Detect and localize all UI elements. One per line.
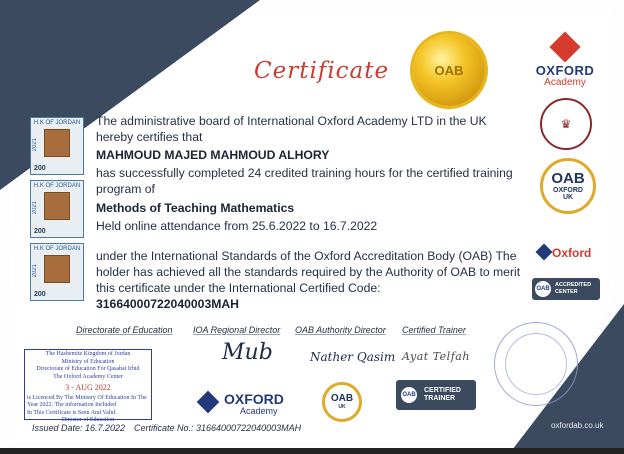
- education-signature-label: Directorate of Education: [76, 325, 173, 335]
- revenue-stamp: [30, 117, 84, 175]
- oab-logo-country: UK: [562, 194, 574, 201]
- completion-text: has successfully completed 24 credited training hours for the certified training program of: [96, 166, 513, 196]
- recipient-name: MAHMOUD MAJED MAHMOUD ALHORY: [96, 148, 330, 162]
- oab-uk-logo: [540, 158, 596, 214]
- gold-seal-label: OAB: [434, 62, 464, 78]
- certified-oab-icon: OAB: [401, 387, 417, 403]
- attendance-text: Held online attendance from 25.6.2022 to 16.7.2022: [96, 219, 378, 233]
- stamp-picture-icon: [44, 255, 70, 283]
- gold-seal-icon: [413, 34, 485, 106]
- intro-text: The administrative board of International Oxford Academy LTD in the UK hereby certifies that: [96, 114, 487, 144]
- ioa-diamond-icon: [197, 391, 220, 414]
- oxford-diamond-icon: [549, 31, 580, 62]
- accredited-oab-icon: OAB: [535, 281, 551, 297]
- certified-line1: CERTIFIED: [424, 387, 461, 394]
- certified-code: 31664000722040003MAH: [96, 297, 239, 311]
- oab-signature: Nather Qasim: [310, 350, 396, 364]
- stamp-value: 200: [34, 165, 46, 172]
- stamp-year: 2021: [32, 264, 38, 278]
- edu-stamp-line3: Directorate of Education For Qasabat Irbid: [36, 366, 140, 372]
- certificate-number: Certificate No.: 31664000722040003MAH: [134, 423, 302, 433]
- oab-signature-label: OAB Authority Director: [295, 325, 386, 335]
- issued-date: Issued Date: 16.7.2022: [32, 423, 126, 433]
- oxford-academy-logo: [530, 36, 600, 88]
- oxford-side-logo: [536, 246, 602, 260]
- certified-trainer-badge: [396, 380, 476, 410]
- oab-logo-text: OAB: [551, 170, 585, 187]
- ministry-crest-icon: ♛: [540, 98, 592, 150]
- accredited-line2: CENTER: [555, 289, 578, 295]
- standards-text: under the International Standards of the Oxford Accreditation Body (OAB) The holder has achieved all the standards required by the Authority of OAB to merit this certificate under the International Certified Code:: [96, 249, 521, 295]
- ioa-logo-name: OXFORD: [224, 391, 284, 407]
- trainer-signature: Ayat Telfah: [402, 350, 470, 363]
- revenue-stamp: [30, 180, 84, 238]
- stamp-issuer: H.K OF JORDAN: [33, 183, 81, 189]
- stamp-issuer: H.K OF JORDAN: [33, 120, 81, 126]
- oxford-logo-sub: Academy: [544, 77, 586, 88]
- trainer-signature-label: Certified Trainer: [402, 325, 466, 335]
- edu-stamp-line6: Year 2022. The information Included: [27, 402, 117, 408]
- stamp-picture-icon: [44, 192, 70, 220]
- edu-stamp-line8: Director of Education: [61, 417, 115, 423]
- website-text: oxfordab.co.uk: [551, 421, 604, 430]
- ioa-oxford-logo: [198, 388, 288, 420]
- certificate-title: Certificate: [254, 58, 390, 84]
- oxford-logo-name: OXFORD: [535, 63, 595, 78]
- oab-bottom-logo: [322, 382, 362, 422]
- stamp-picture-icon: [44, 129, 70, 157]
- accredited-line1: ACCREDITED: [555, 282, 592, 288]
- bottom-bar: [0, 448, 624, 454]
- stamp-year: 2021: [32, 138, 38, 152]
- edu-stamp-line5: is Licenced By The Ministry Of Education In The: [27, 394, 147, 401]
- certified-line2: TRAINER: [424, 395, 456, 402]
- revenue-stamp: [30, 243, 84, 301]
- edu-stamp-date: 3 - AUG 2022: [65, 383, 111, 392]
- certificate-body: [96, 113, 526, 312]
- edu-stamp-line4: The Oxford Academy Center: [53, 373, 123, 380]
- accredited-center-badge: [532, 278, 600, 300]
- stamp-value: 200: [34, 291, 46, 298]
- official-seal-icon: [494, 322, 578, 406]
- oab-bottom-text: OAB: [330, 393, 354, 404]
- education-directorate-stamp: [24, 349, 152, 423]
- stamp-value: 200: [34, 228, 46, 235]
- oab-bottom-country: UK: [338, 404, 346, 410]
- ioa-signature: Mub: [222, 340, 273, 365]
- stamp-issuer: H.K OF JORDAN: [33, 246, 81, 252]
- ioa-signature-label: IOA Regional Director: [193, 325, 281, 335]
- edu-stamp-line2: Ministry of Education: [61, 358, 115, 365]
- edu-stamp-line7: In This Certificate is Seen And Valid.: [27, 409, 117, 416]
- stamp-year: 2021: [32, 201, 38, 215]
- ioa-logo-sub: Academy: [240, 406, 278, 416]
- course-title: Methods of Teaching Mathematics: [96, 201, 295, 215]
- edu-stamp-line1: The Hashemite Kingdom of Jordan: [45, 351, 131, 357]
- oab-logo-line: OXFORD: [553, 187, 583, 194]
- oxford-side-text: Oxford: [552, 246, 592, 260]
